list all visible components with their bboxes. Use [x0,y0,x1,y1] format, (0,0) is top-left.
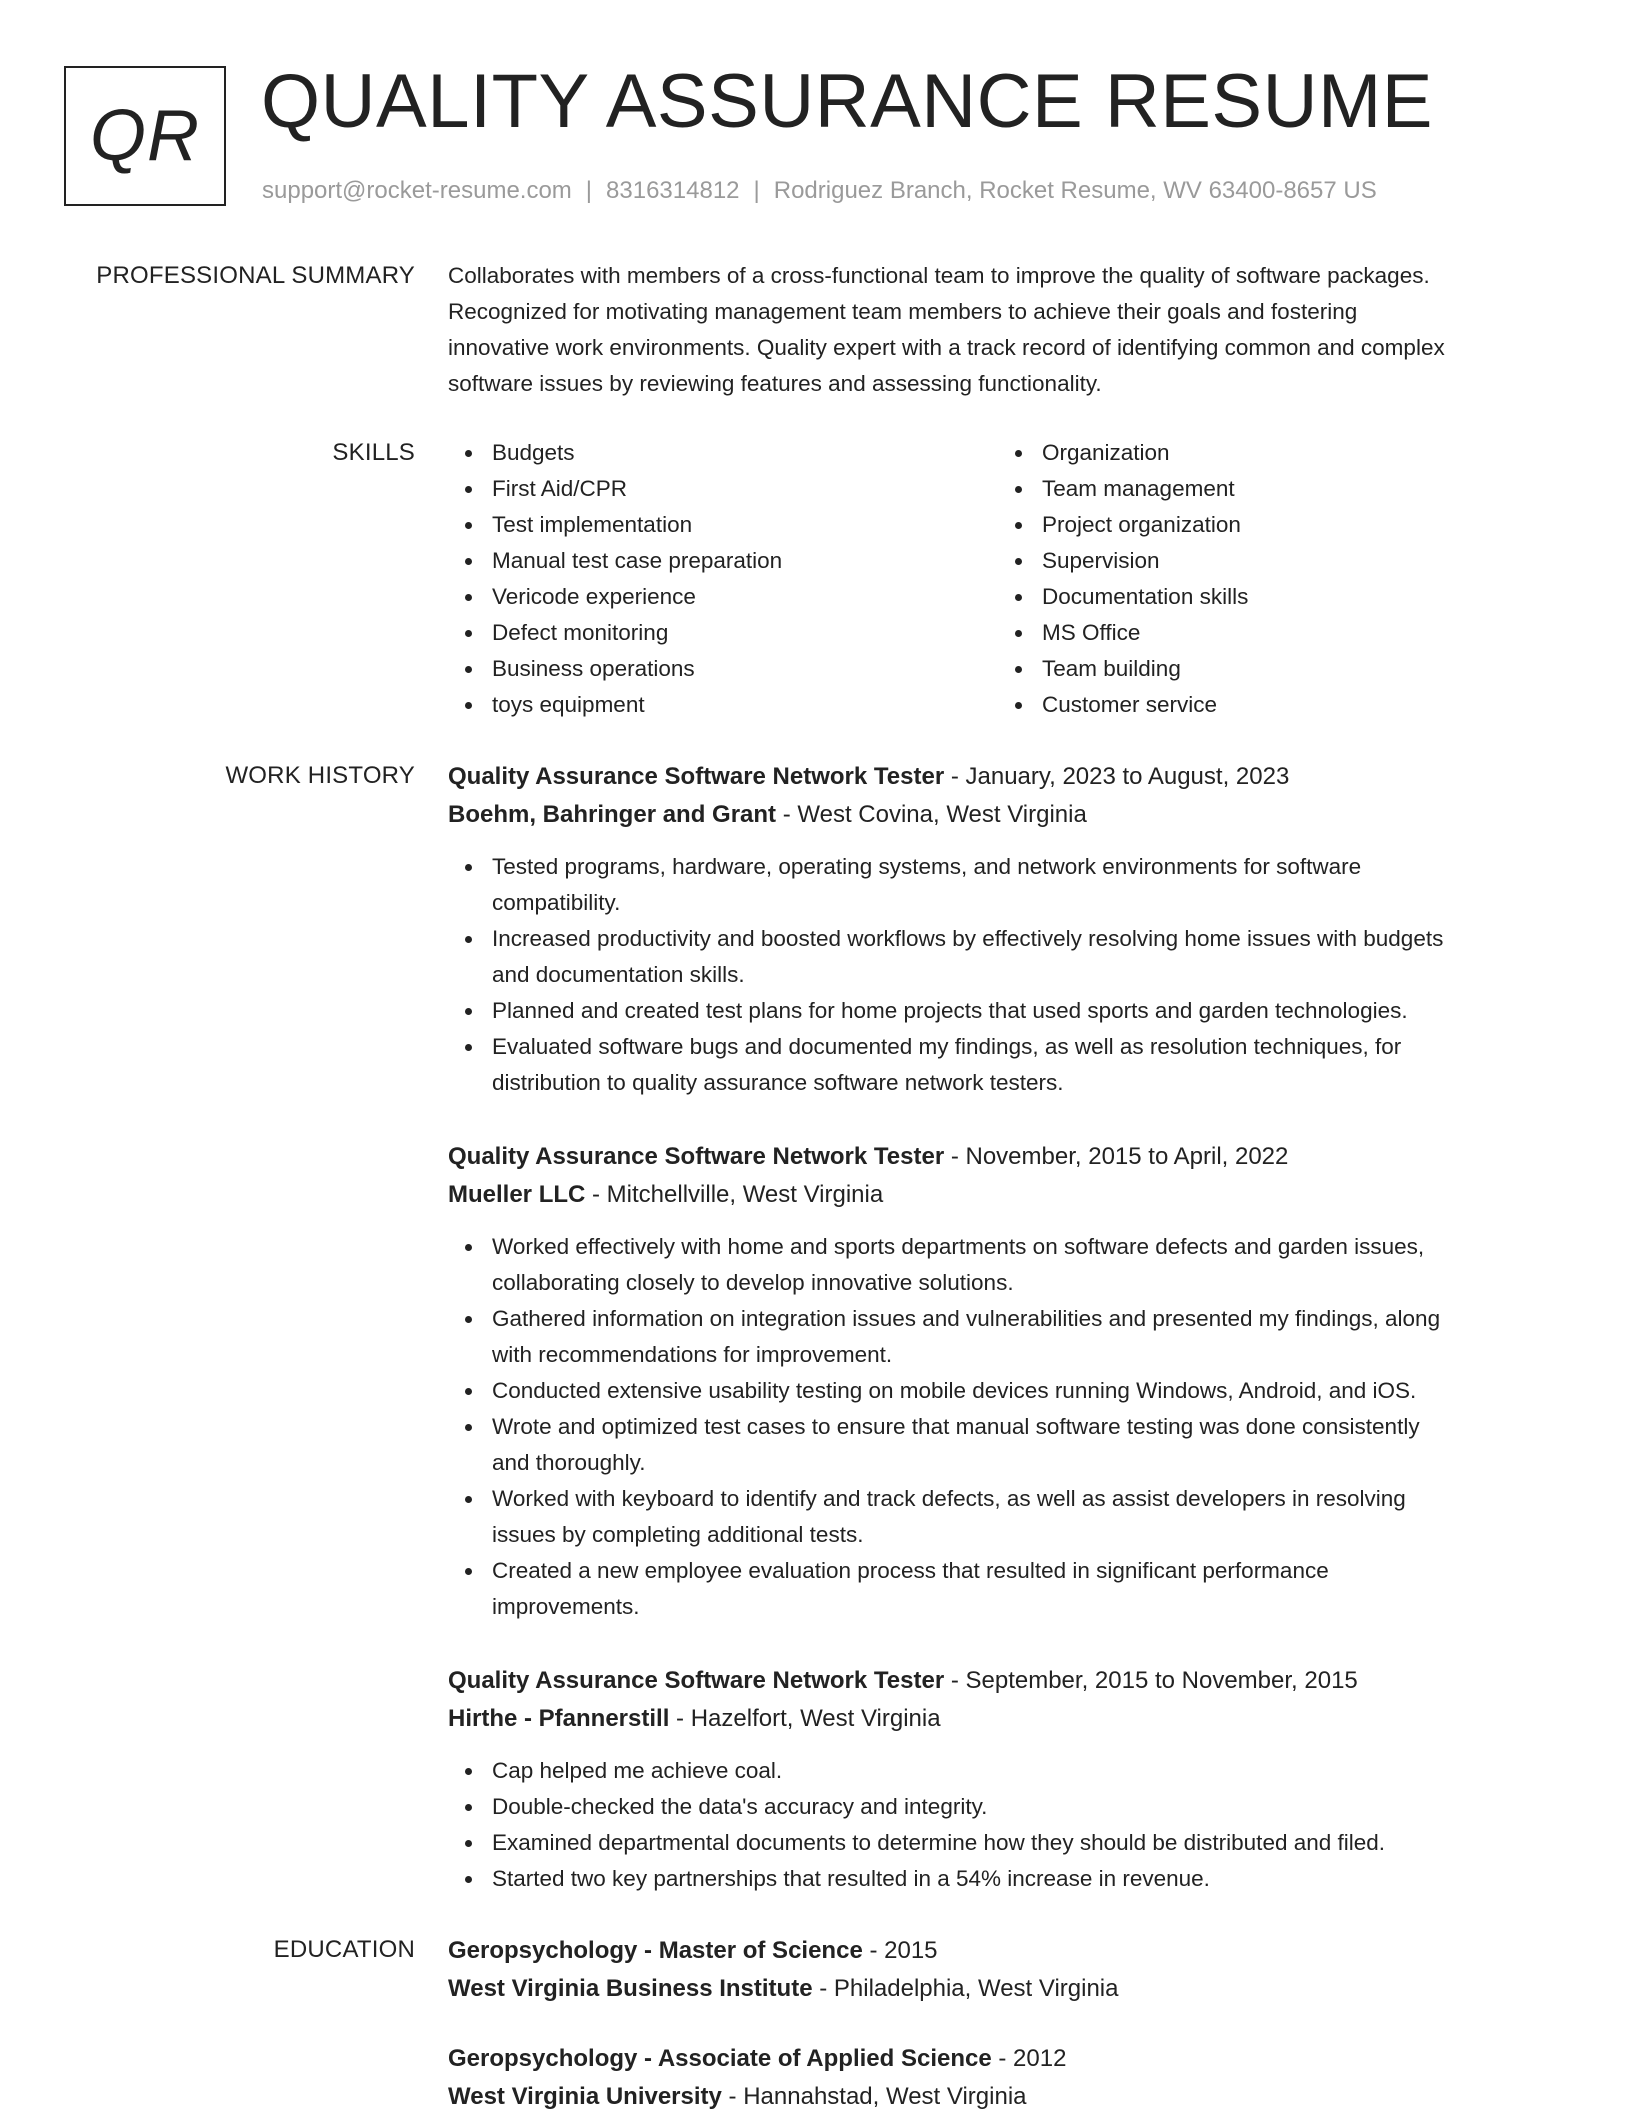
education-school: West Virginia University [448,2083,722,2110]
education-year: - 2015 [862,1937,938,1964]
bullet-line: Evaluated software bugs and documented my findings, as well as resolution techniques, for [492,1034,1402,1059]
education-degree: Geropsychology - Master of Science [448,1937,863,1964]
skill-item: First Aid/CPR [448,471,782,507]
bullet-line: issues by completing additional tests. [492,1522,864,1547]
education-degree: Geropsychology - Associate of Applied Science [448,2045,992,2072]
job-bullet [448,1481,1564,1553]
skill-item: Project organization [998,507,1248,543]
bullet-line: and documentation skills. [492,962,745,987]
resume-title: QUALITY ASSURANCE RESUME [261,59,1434,144]
skill-item: MS Office [998,615,1248,651]
bullet-line: Double-checked the data's accuracy and integrity. [492,1794,988,1819]
job-dates: - November, 2015 to April, 2022 [944,1143,1289,1170]
bullet-line: Cap helped me achieve coal. [492,1758,783,1783]
job-bullet [448,1861,1564,1897]
job-title: Quality Assurance Software Network Tester [448,1143,945,1170]
job-company: Mueller LLC [448,1181,586,1208]
job-dates: - January, 2023 to August, 2023 [944,763,1290,790]
job-bullet [448,1825,1564,1861]
skills-list-left [448,435,782,723]
bullet-line: and thoroughly. [492,1450,646,1475]
job-bullet [448,921,1564,993]
bullet-line: distribution to quality assurance software network testers. [492,1070,1064,1095]
job-bullets [448,1229,1564,1625]
bullet-line: Examined departmental documents to determine how they should be distributed and filed. [492,1830,1386,1855]
education-degree-line [448,1932,1564,1970]
job-bullets [448,1753,1564,1897]
bullet-line: Worked effectively with home and sports departments on software defects and garden issues, [492,1234,1425,1259]
skill-item: Documentation skills [998,579,1248,615]
job-company: Boehm, Bahringer and Grant [448,801,777,828]
job-title-line [448,758,1564,796]
section-label-work-history: WORK HISTORY [225,762,415,789]
summary-body [448,258,1564,402]
job-location: - West Covina, West Virginia [776,801,1087,828]
skills-list-right [998,435,1248,723]
bullet-line: Gathered information on integration issues and vulnerabilities and presented my findings, along [492,1306,1441,1331]
job-title: Quality Assurance Software Network Tester [448,1667,945,1694]
skill-item: Team building [998,651,1248,687]
job-bullet [448,1229,1564,1301]
bullet-line: Increased productivity and boosted workflows by effectively resolving home issues with budgets [492,926,1444,951]
education-school-line [448,2078,1564,2116]
skill-item: Organization [998,435,1248,471]
job-title: Quality Assurance Software Network Tester [448,763,945,790]
job-bullet [448,1789,1564,1825]
bullet-line: Conducted extensive usability testing on mobile devices running Windows, Android, and iOS. [492,1378,1417,1403]
skill-item: Test implementation [448,507,782,543]
bullet-line: Tested programs, hardware, operating systems, and network environments for software [492,854,1362,879]
section-label-education: EDUCATION [273,1936,415,1963]
job-bullet [448,849,1564,921]
education-school: West Virginia Business Institute [448,1975,813,2002]
bullet-line: Wrote and optimized test cases to ensure that manual software testing was done consistently [492,1414,1420,1439]
education-year: - 2012 [991,2045,1067,2072]
job-company-line [448,1176,1564,1214]
monogram-logo [64,66,226,206]
job-bullet [448,1301,1564,1373]
education-degree-line [448,2040,1564,2078]
education-school-line [448,1970,1564,2008]
contact-phone[interactable]: 8316314812 [606,177,740,204]
job-bullets [448,849,1564,1101]
contact-email[interactable]: support@rocket-resume.com [262,177,572,204]
job-location: - Hazelfort, West Virginia [669,1705,941,1732]
job-bullet [448,993,1564,1029]
skill-item: Vericode experience [448,579,782,615]
job-company: Hirthe - Pfannerstill [448,1705,670,1732]
job-entry [448,758,1564,1101]
bullet-line: Created a new employee evaluation process that resulted in significant performance [492,1558,1329,1583]
section-label-skills: SKILLS [332,439,415,466]
education-entry [448,1932,1564,2008]
job-bullet [448,1373,1564,1409]
skill-item: Supervision [998,543,1248,579]
job-location: - Mitchellville, West Virginia [585,1181,884,1208]
job-entry [448,1138,1564,1625]
job-company-line [448,1700,1564,1738]
job-dates: - September, 2015 to November, 2015 [944,1667,1358,1694]
bullet-line: collaborating closely to develop innovative solutions. [492,1270,1014,1295]
contact-separator: | [753,177,760,204]
job-entry [448,1662,1564,1897]
skill-item: Defect monitoring [448,615,782,651]
summary-line: Collaborates with members of a cross-functional team to improve the quality of software packages. [448,263,1430,288]
job-title-line [448,1138,1564,1176]
monogram-text: QR [90,96,200,176]
bullet-line: with recommendations for improvement. [492,1342,893,1367]
summary-line: software issues by reviewing features and assessing functionality. [448,371,1102,396]
skill-item: Business operations [448,651,782,687]
contact-separator: | [585,177,593,204]
education-location: - Philadelphia, West Virginia [812,1975,1119,2002]
job-company-line [448,796,1564,834]
education-entry [448,2040,1564,2116]
summary-line: Recognized for motivating management team members to achieve their goals and fostering [448,299,1358,324]
job-title-line [448,1662,1564,1700]
bullet-line: Planned and created test plans for home projects that used sports and garden technologies. [492,998,1408,1023]
skill-item: Customer service [998,687,1248,723]
skill-item: Team management [998,471,1248,507]
skill-item: Manual test case preparation [448,543,782,579]
contact-line [262,176,1377,206]
education-location: - Hannahstad, West Virginia [721,2083,1027,2110]
skill-item: toys equipment [448,687,782,723]
job-bullet [448,1553,1564,1625]
job-bullet [448,1029,1564,1101]
job-bullet [448,1409,1564,1481]
bullet-line: Worked with keyboard to identify and track defects, as well as assist developers in resolving [492,1486,1406,1511]
bullet-line: improvements. [492,1594,640,1619]
skill-item: Budgets [448,435,782,471]
bullet-line: Started two key partnerships that resulted in a 54% increase in revenue. [492,1866,1210,1891]
summary-line: innovative work environments. Quality expert with a track record of identifying common and complex [448,335,1445,360]
contact-address: Rodriguez Branch, Rocket Resume, WV 63400-8657 US [773,177,1377,204]
section-label-summary: PROFESSIONAL SUMMARY [96,262,415,289]
bullet-line: compatibility. [492,890,621,915]
job-bullet [448,1753,1564,1789]
